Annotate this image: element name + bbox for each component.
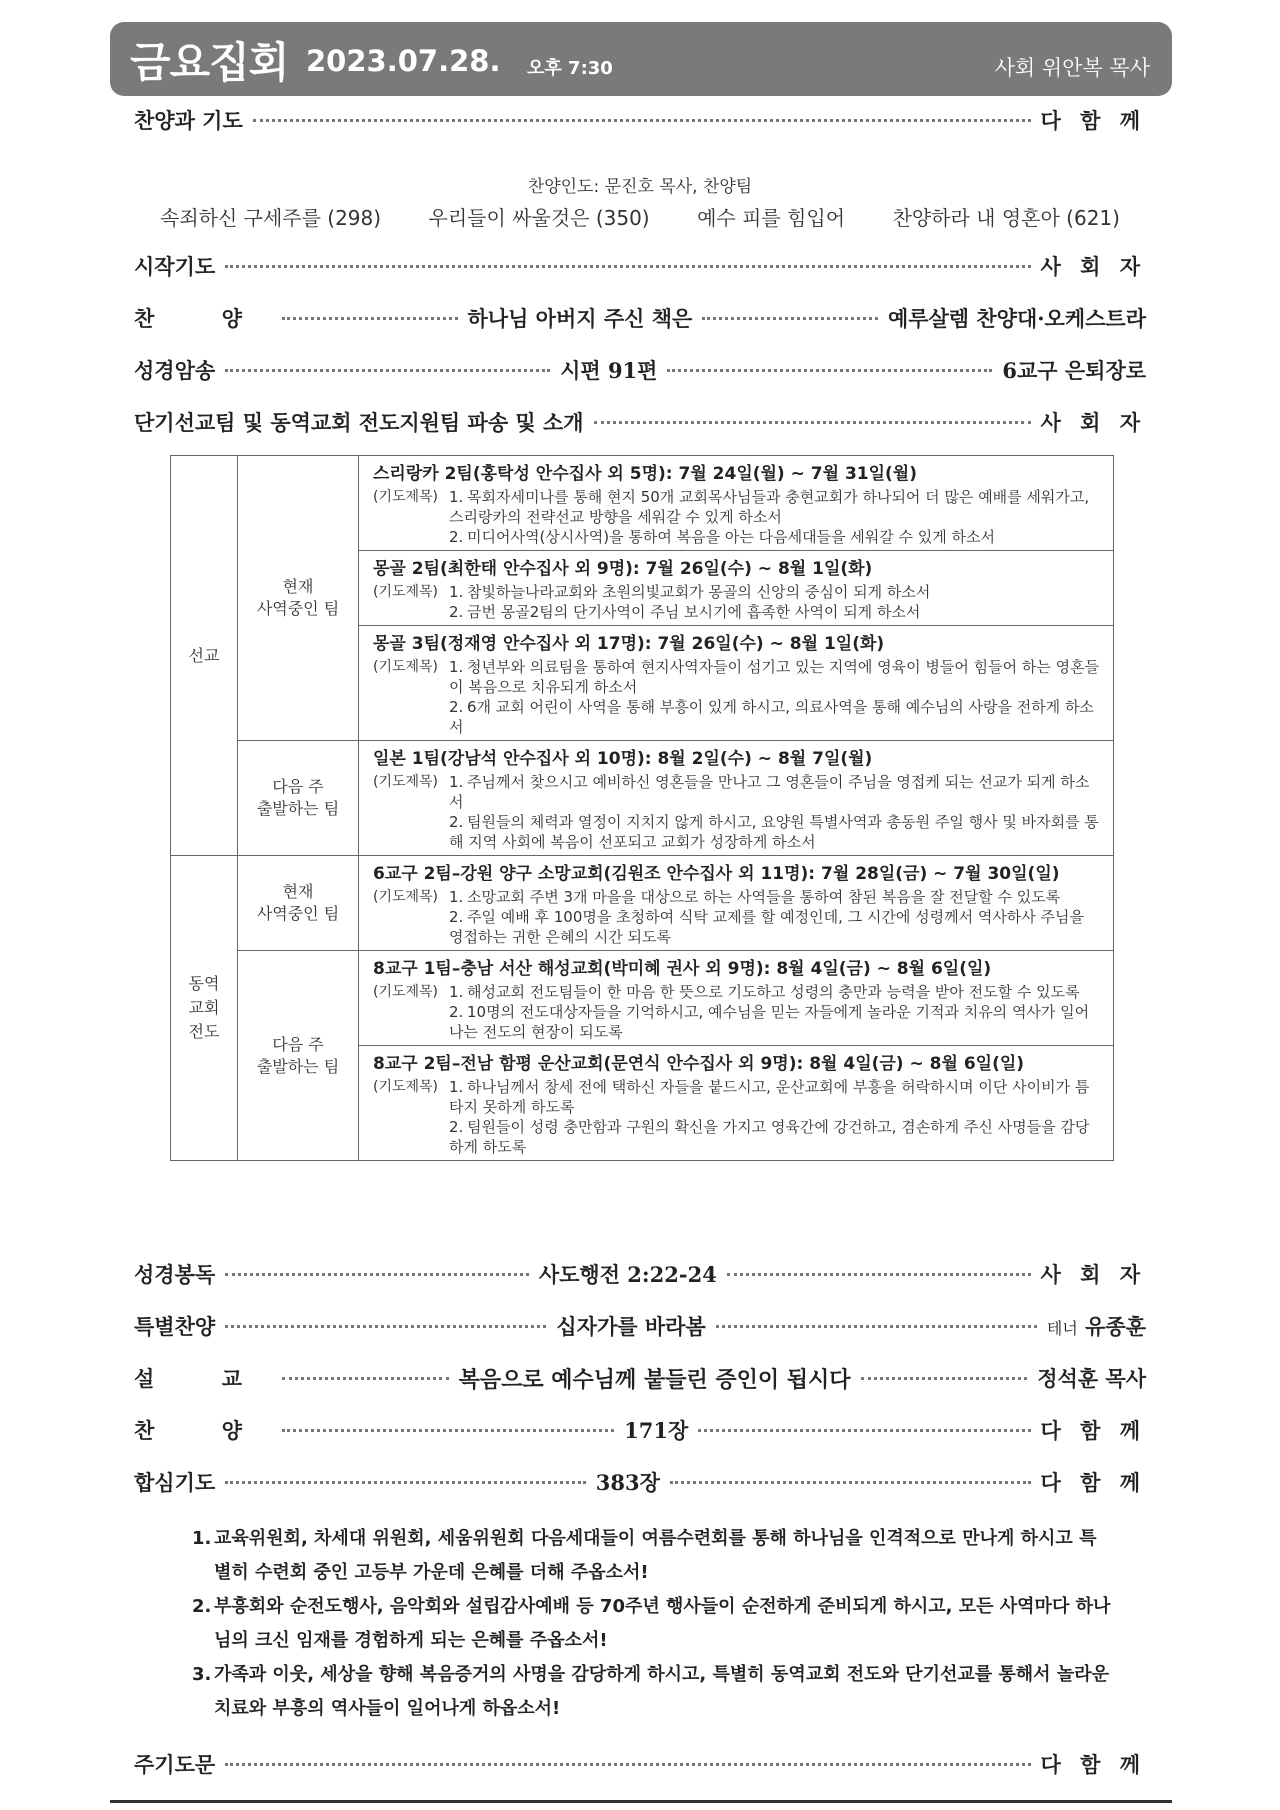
prayer-list (192, 1522, 1112, 1726)
song-list (160, 202, 1120, 231)
bottom-divider (110, 1800, 1172, 1803)
status-current: 현재 사역중인 팀 (238, 456, 359, 741)
team-cell (359, 951, 1114, 1046)
page-title: 금요집회 (130, 38, 289, 87)
prayer-topic: 2. 팀원들의 체력과 열정이 지치지 않게 하시고, 요양원 특별사역과 총동원 주일 행사 및 바자회를 통해 지역 사회에 복음이 선포되고 교회가 성장하게 하소서 (449, 813, 1099, 851)
song-item: 예수 피를 힘입어 (697, 206, 846, 230)
prayer-tag: (기도제목) (373, 889, 439, 905)
prayer-topic: 2. 10명의 전도대상자들을 기억하시고, 예수님을 믿는 자들에게 놀라운 기적과 치유의 역사가 일어나는 전도의 현장이 되도록 (449, 1003, 1090, 1041)
mission-team-table (170, 455, 1114, 1161)
prayer-topic: (기도제목) 1. 목회자세미나를 통해 현지 50개 교회목사님들과 충현교회가 하나되어 더 많은 예배를 세워가고, 스리랑카의 전략선교 방향을 세워갈 수 있게 하소서 (373, 488, 1090, 526)
status-next: 다음 주 출발하는 팀 (238, 951, 359, 1161)
prayer-topic: (기도제목) 1. 해성교회 전도팀들이 한 마음 한 뜻으로 기도하고 성령의 충만과 능력을 받아 전도할 수 있도록 (373, 983, 1080, 1001)
prayer-topic: 2. 6개 교회 어린이 사역을 통해 부흥이 있게 하시고, 의료사역을 통해 예수님의 사랑을 전하게 하소서 (449, 698, 1094, 736)
prayer-topic: 2. 팀원들이 성령 충만함과 구원의 확신을 가지고 영육간에 강건하고, 겸손하게 주신 사명들을 감당하게 하도록 (449, 1118, 1090, 1156)
song-item: 우리들이 싸울것은 (350) (428, 206, 650, 230)
prayer-topic: (기도제목) 1. 주님께서 찾으시고 예비하신 영혼들을 만나고 그 영혼들이 주님을 영접케 되는 선교가 되게 하소서 (373, 773, 1090, 811)
order-praise-prayer: 찬양과 기도 다 함 께 (134, 108, 1146, 133)
group-mission: 선교 (171, 456, 238, 856)
team-cell (359, 1046, 1114, 1161)
order-recitation: 성경암송 시편 91편 6교구 은퇴장로 (134, 358, 1147, 383)
status-next: 다음 주 출발하는 팀 (238, 741, 359, 856)
team-cell (359, 856, 1114, 951)
prayer-topic: 2. 미디어사역(상시사역)을 통하여 복음을 아는 다음세대들을 세워갈 수 있게 하소서 (449, 528, 996, 546)
sermon-title: 복음으로 예수님께 붙들린 증인이 됩시다 (458, 1366, 851, 1393)
prayer-topic: 2. 금번 몽골2팀의 단기사역이 주님 보시기에 흡족한 사역이 되게 하소서 (449, 603, 921, 621)
song-item: 속죄하신 구세주를 (298) (160, 206, 382, 230)
team-title: 8교구 2팀–전남 함평 운산교회(문연식 안수집사 외 9명): 8월 4일(금) ~ 8월 6일(일) (373, 1054, 1025, 1074)
prayer-item: 1. 교육위원회, 차세대 위원회, 세움위원회 다음세대들이 여름수련회를 통해 하나님을 인격적으로 만나게 하시고 특별히 수련회 중인 고등부 가운데 은혜를 더해 주옵소서! (192, 1528, 1097, 1583)
prayer-item: 2. 부흥회와 순전도행사, 음악회와 설립감사예배 등 70주년 행사들이 순전하게 준비되게 하시고, 모든 사역마다 하나님의 크신 임재를 경험하게 되는 은혜를 주옵소서! (192, 1596, 1111, 1651)
prayer-topic: (기도제목) 1. 하나님께서 창세 전에 택하신 자들을 붙드시고, 운산교회에 부흥을 허락하시며 이단 사이비가 틈타지 못하게 하도록 (373, 1078, 1090, 1116)
service-leader: 사회 위안복 목사 (994, 56, 1150, 80)
order-sermon: 설 교 복음으로 예수님께 붙들린 증인이 됩시다 정석훈 목사 (134, 1360, 1146, 1396)
prayer-tag: (기도제목) (373, 584, 439, 600)
prayer-tag: (기도제목) (373, 774, 439, 790)
prayer-tag: (기도제목) (373, 1079, 439, 1095)
prayer-topic: (기도제목) 1. 소망교회 주변 3개 마을을 대상으로 하는 사역들을 통하여 참된 복음을 잘 전달할 수 있도록 (373, 888, 1061, 906)
team-cell (359, 741, 1114, 856)
song-item: 찬양하라 내 영혼아 (621) (892, 206, 1120, 230)
team-cell (359, 456, 1114, 551)
header-banner (110, 22, 1172, 96)
team-title: 8교구 1팀–충남 서산 해성교회(박미혜 권사 외 9명): 8월 4일(금) ~ 8월 6일(일) (373, 959, 992, 979)
prayer-tag: (기도제목) (373, 659, 439, 675)
team-title: 몽골 3팀(정재영 안수집사 외 17명): 7월 26일(수) ~ 8월 1일(화) (373, 634, 885, 654)
leader-dots (253, 119, 1031, 122)
service-date: 2023.07.28. (306, 44, 501, 78)
prayer-topic: (기도제목) 1. 참빛하늘나라교회와 초원의빛교회가 몽골의 신앙의 중심이 되게 하소서 (373, 583, 931, 601)
prayer-tag: (기도제목) (373, 984, 439, 1000)
order-reading: 성경봉독 사도행전 2:22-24 사 회 자 (134, 1262, 1146, 1287)
team-title: 몽골 2팀(최한태 안수집사 외 9명): 7월 26일(수) ~ 8월 1일(화) (373, 559, 873, 579)
table-row (171, 951, 1114, 1046)
table-row (171, 856, 1114, 951)
order-lords-prayer: 주기도문 다 함 께 (134, 1752, 1146, 1777)
order-hymn-1: 찬 양 하나님 아버지 주신 책은 예루살렘 찬양대·오케스트라 (134, 300, 1146, 336)
team-cell (359, 626, 1114, 741)
prayer-topic: (기도제목) 1. 청년부와 의료팀을 통하여 현지사역자들이 섬기고 있는 지역에 영육이 병들어 힘들어 하는 영혼들이 복음으로 치유되게 하소서 (373, 658, 1100, 696)
table-row (171, 741, 1114, 856)
service-time: 오후 7:30 (527, 58, 613, 79)
prayer-tag: (기도제목) (373, 489, 439, 505)
order-team-sending: 단기선교팀 및 동역교회 전도지원팀 파송 및 소개 사 회 자 (134, 410, 1146, 435)
status-current: 현재 사역중인 팀 (238, 856, 359, 951)
order-opening-prayer: 시작기도 사 회 자 (134, 254, 1146, 279)
order-special-music: 특별찬양 십자가를 바라봄 테너 유종훈 (134, 1314, 1146, 1339)
order-hymn-2: 찬 양 171장 다 함 께 (134, 1418, 1146, 1443)
table-row (171, 456, 1114, 551)
team-title: 6교구 2팀–강원 양구 소망교회(김원조 안수집사 외 11명): 7월 28일(금) ~ 7월 30일(일) (373, 864, 1060, 884)
praise-leader-note: 찬양인도: 문진호 목사, 찬양팀 (527, 177, 753, 197)
hymn-title: 하나님 아버지 주신 책은 (467, 306, 693, 331)
team-title: 스리랑카 2팀(홍탁성 안수집사 외 5명): 7월 24일(월) ~ 7월 31일(월) (373, 464, 917, 484)
prayer-topic: 2. 주일 예배 후 100명을 초청하여 식탁 교제를 할 예정인데, 그 시간에 성령께서 역사하사 주님을 영접하는 귀한 은혜의 시간 되도록 (449, 908, 1085, 946)
prayer-item: 3. 가족과 이웃, 세상을 향해 복음증거의 사명을 감당하게 하시고, 특별히 동역교회 전도와 단기선교를 통해서 놀라운 치료와 부흥의 역사들이 일어나게 하옵소서! (192, 1664, 1109, 1719)
team-cell (359, 551, 1114, 626)
order-unison-prayer: 합심기도 383장 다 함 께 (134, 1470, 1147, 1495)
team-title: 일본 1팀(강남석 안수집사 외 10명): 8월 2일(수) ~ 8월 7일(월) (373, 749, 873, 769)
group-church: 동역 교회 전도 (171, 856, 238, 1161)
